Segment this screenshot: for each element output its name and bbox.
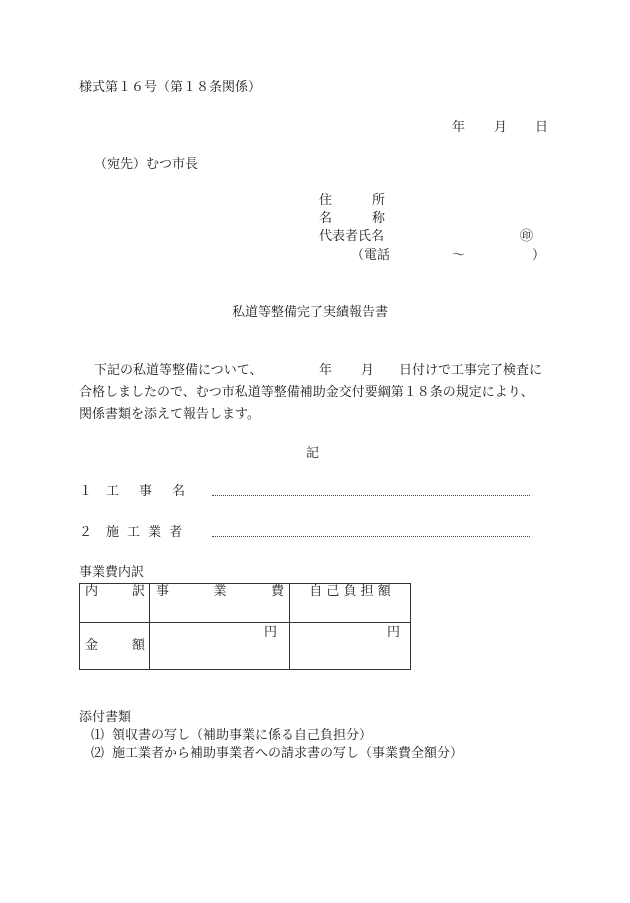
construction-name-field[interactable] [212, 495, 530, 496]
body-line-1-year: 年 [319, 363, 333, 378]
phone-separator: 〜 [452, 248, 466, 263]
item-construction-name: １ 工 事 名 [79, 484, 186, 499]
self-burden-cell[interactable] [290, 623, 411, 670]
body-line-1b: 日付けで工事完了検査に [399, 363, 543, 378]
attachments-title: 添付書類 [79, 710, 132, 725]
addressee: （宛先）むつ市長 [94, 157, 199, 172]
body-line-2: 合格しましたので、むつ市私道等整備補助金交付要綱第１８条の規定により、 [79, 385, 534, 400]
body-line-1a: 下記の私道等整備について、 [94, 363, 263, 378]
company-name-label: 名 称 [319, 211, 386, 226]
yen-unit: 円 [386, 625, 400, 640]
row-amount-label: 金 額 [80, 623, 150, 670]
document-title: 私道等整備完了実績報告書 [232, 305, 389, 320]
body-line-3: 関係書類を添えて報告します。 [79, 407, 260, 422]
representative-name-label: 代表者氏名 [319, 229, 385, 244]
yen-unit: 円 [263, 625, 277, 640]
phone-open: （電話 [351, 248, 391, 263]
address-label: 住 所 [319, 193, 386, 208]
item-contractor: ２ 施 工 業 者 [79, 525, 183, 540]
date-month-label: 月 [494, 120, 508, 135]
date-year-label: 年 [452, 120, 466, 135]
header-breakdown: 内 訳 [80, 584, 150, 623]
phone-close: ） [532, 248, 546, 263]
cost-breakdown-table [79, 583, 411, 670]
contractor-field[interactable] [212, 536, 530, 537]
date-day-label: 日 [535, 120, 549, 135]
header-self-burden: 自 己 負 担 額 [290, 584, 411, 623]
attachment-item: ⑵ 施工業者から補助事業者への請求書の写し（事業費全額分） [91, 746, 464, 761]
body-line-1-month: 月 [361, 363, 375, 378]
seal-mark: ㊞ [520, 229, 534, 244]
cost-caption: 事業費内訳 [79, 565, 145, 580]
form-number-label: 様式第１６号（第１８条関係） [79, 80, 262, 95]
attachment-item: ⑴ 領収書の写し（補助事業に係る自己負担分） [91, 728, 373, 743]
header-project-cost: 事 業 費 [150, 584, 290, 623]
project-cost-cell[interactable] [150, 623, 290, 670]
ki-heading: 記 [306, 446, 320, 461]
